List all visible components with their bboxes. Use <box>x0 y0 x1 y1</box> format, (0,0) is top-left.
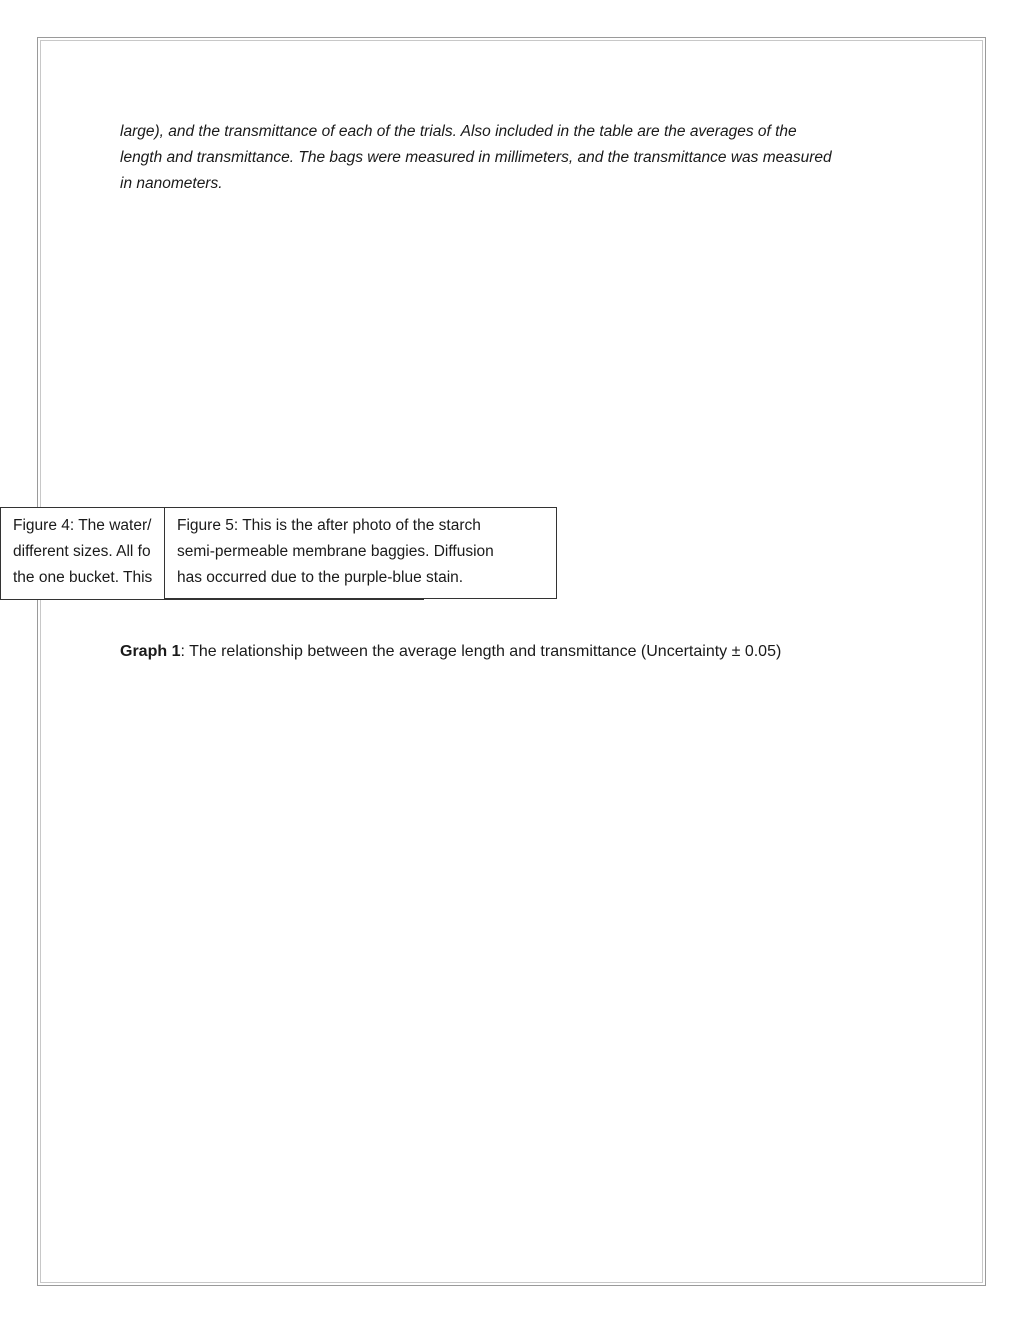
figure-4-caption: Figure 4: The water/ different sizes. All fo the one bucket. This <box>0 507 424 600</box>
graph-1-description: : The relationship between the average length and transmittance (Uncertainty ± 0.05) <box>180 643 782 660</box>
intro-paragraph: large), and the transmittance of each of the trials. Also included in the table are the averages of the length and transmittance. The bags were measured in millimeters, and the transmittance was measured in nanometers. <box>120 123 832 192</box>
figure-5-caption: Figure 5: This is the after photo of the starch semi-permeable membrane baggies. Diffusion has occurred due to the purple-blue stain. <box>164 507 557 599</box>
graph-1-label: Graph 1 <box>120 643 181 660</box>
graph-1-caption <box>120 639 940 665</box>
